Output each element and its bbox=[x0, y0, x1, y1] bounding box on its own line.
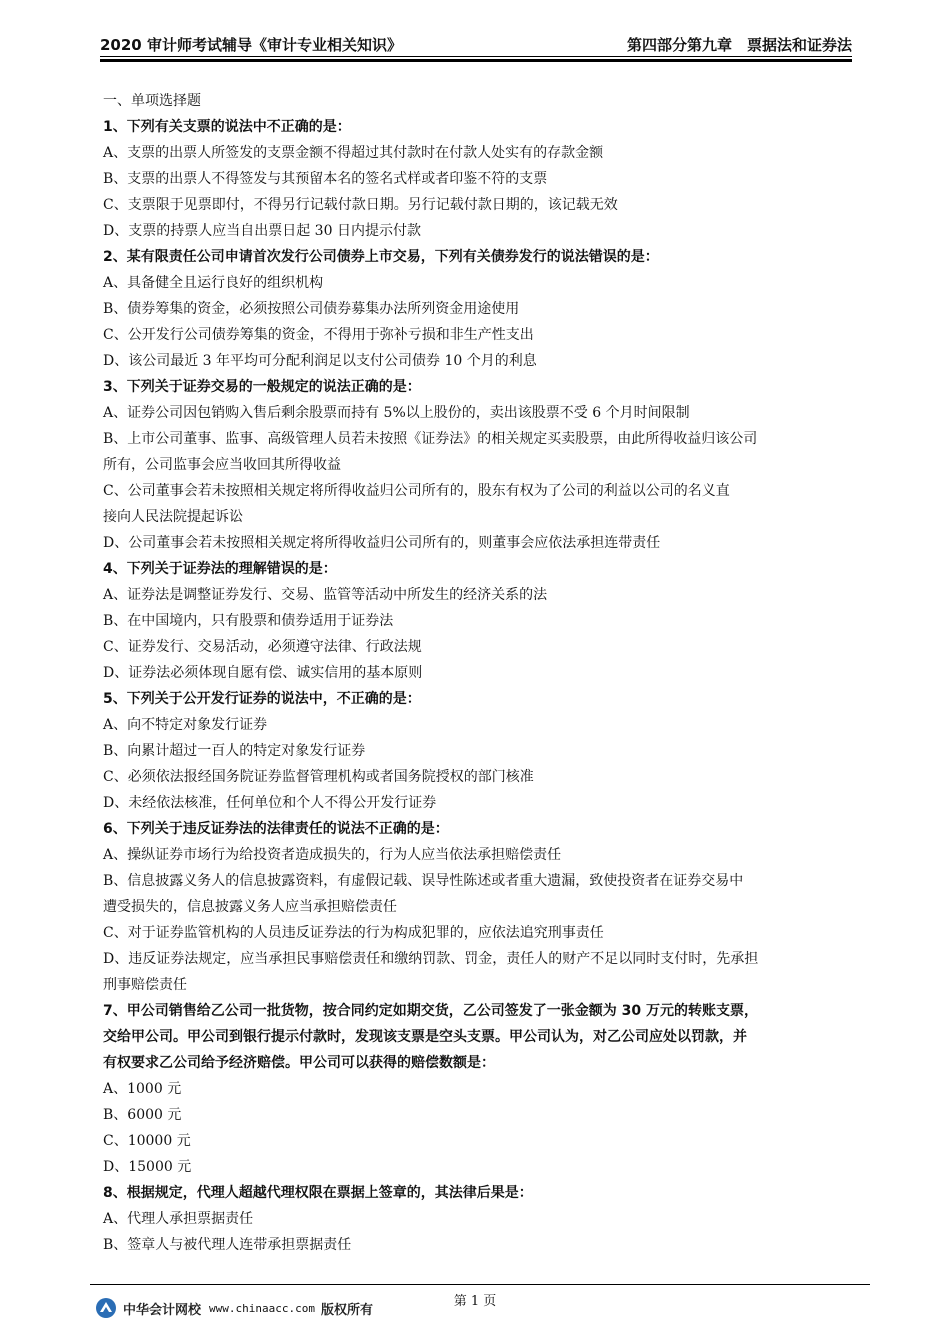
option-line: C、公司董事会若未按照相关规定将所得收益归公司所有的，股东有权为了公司的利益以公司的名义直 bbox=[103, 483, 730, 499]
option-line: A、具备健全且运行良好的组织机构 bbox=[103, 275, 324, 291]
option-line: A、1000 元 bbox=[103, 1081, 182, 1097]
option-line: B、信息披露义务人的信息披露资料，有虚假记载、误导性陈述或者重大遗漏，致使投资者在证券交易中 bbox=[103, 873, 744, 889]
option-line: 所有，公司监事会应当收回其所得收益 bbox=[103, 457, 341, 473]
section-title: 一、单项选择题 bbox=[103, 93, 201, 109]
question-stem-line: 3、下列关于证券交易的一般规定的说法正确的是： bbox=[103, 379, 421, 395]
question-stem-line: 7、甲公司销售给乙公司一批货物，按合同约定如期交货，乙公司签发了一张金额为 30 万元的转账支票， bbox=[103, 1003, 758, 1019]
option-line: 接向人民法院提起诉讼 bbox=[103, 509, 243, 525]
option-line: C、公开发行公司债券筹集的资金，不得用于弥补亏损和非生产性支出 bbox=[103, 327, 534, 343]
option-line: D、支票的持票人应当自出票日起 30 日内提示付款 bbox=[103, 223, 421, 239]
footer-brand-name: 中华会计网校 bbox=[123, 1302, 202, 1318]
question-stem-line: 8、根据规定，代理人超越代理权限在票据上签章的，其法律后果是： bbox=[103, 1185, 533, 1201]
page-header bbox=[100, 30, 852, 57]
question-stem-line: 6、下列关于违反证券法的法律责任的说法不正确的是： bbox=[103, 821, 449, 837]
option-line: B、支票的出票人不得签发与其预留本名的签名式样或者印鉴不符的支票 bbox=[103, 171, 548, 187]
option-line: C、证券发行、交易活动，必须遵守法律、行政法规 bbox=[103, 639, 422, 655]
question-stem-line: 1、下列有关支票的说法中不正确的是： bbox=[103, 119, 351, 135]
option-line: A、操纵证券市场行为给投资者造成损失的，行为人应当依法承担赔偿责任 bbox=[103, 847, 562, 863]
page-number: 第 1 页 bbox=[453, 1294, 497, 1309]
option-line: C、支票限于见票即付，不得另行记载付款日期。另行记载付款日期的，该记载无效 bbox=[103, 197, 618, 213]
option-line: D、违反证券法规定，应当承担民事赔偿责任和缴纳罚款、罚金，责任人的财产不足以同时支付时，先承担 bbox=[103, 951, 759, 967]
option-line: B、向累计超过一百人的特定对象发行证券 bbox=[103, 743, 366, 759]
header-course-title: 2020 审计师考试辅导《审计专业相关知识》 bbox=[100, 36, 402, 54]
header-divider bbox=[100, 59, 852, 62]
question-stem-line: 交给甲公司。甲公司到银行提示付款时，发现该支票是空头支票。甲公司认为，对乙公司应处以罚款，并 bbox=[103, 1029, 747, 1045]
footer-url[interactable]: www.chinaacc.com bbox=[209, 1301, 315, 1315]
option-line: A、证券法是调整证券发行、交易、监管等活动中所发生的经济关系的法 bbox=[103, 587, 548, 603]
question-stem-line: 4、下列关于证券法的理解错误的是： bbox=[103, 561, 337, 577]
option-line: D、证券法必须体现自愿有偿、诚实信用的基本原则 bbox=[103, 665, 423, 681]
footer-rights: 版权所有 bbox=[320, 1302, 373, 1318]
option-line: B、签章人与被代理人连带承担票据责任 bbox=[103, 1237, 352, 1253]
option-line: C、必须依法报经国务院证券监督管理机构或者国务院授权的部门核准 bbox=[103, 769, 534, 785]
option-line: D、15000 元 bbox=[103, 1159, 192, 1175]
option-line: A、代理人承担票据责任 bbox=[103, 1211, 254, 1227]
option-line: A、向不特定对象发行证券 bbox=[103, 717, 268, 733]
option-line: A、证券公司因包销购入售后剩余股票而持有 5%以上股份的，卖出该股票不受 6 个月时间限制 bbox=[103, 405, 690, 421]
option-line: 刑事赔偿责任 bbox=[103, 977, 187, 993]
question-stem-line: 5、下列关于公开发行证券的说法中，不正确的是： bbox=[103, 691, 421, 707]
option-line: B、债券筹集的资金，必须按照公司债券募集办法所列资金用途使用 bbox=[103, 301, 520, 317]
question-stem-line: 有权要求乙公司给予经济赔偿。甲公司可以获得的赔偿数额是： bbox=[103, 1055, 495, 1071]
footer-divider bbox=[90, 1284, 870, 1285]
option-line: D、该公司最近 3 年平均可分配利润足以支付公司债券 10 个月的利息 bbox=[103, 353, 537, 369]
option-line: B、上市公司董事、监事、高级管理人员若未按照《证券法》的相关规定买卖股票，由此所得收益归该公司 bbox=[103, 431, 758, 447]
option-line: B、在中国境内，只有股票和债券适用于证券法 bbox=[103, 613, 394, 629]
option-line: C、对于证券监管机构的人员违反证券法的行为构成犯罪的，应依法追究刑事责任 bbox=[103, 925, 604, 941]
document-body bbox=[103, 88, 851, 1258]
question-list bbox=[103, 114, 851, 1258]
option-line: A、支票的出票人所签发的支票金额不得超过其付款时在付款人处实有的存款金额 bbox=[103, 145, 604, 161]
option-line: B、6000 元 bbox=[103, 1107, 182, 1123]
option-line: 遭受损失的，信息披露义务人应当承担赔偿责任 bbox=[103, 899, 397, 915]
option-line: D、未经依法核准，任何单位和个人不得公开发行证券 bbox=[103, 795, 437, 811]
option-line: D、公司董事会若未按照相关规定将所得收益归公司所有的，则董事会应依法承担连带责任 bbox=[103, 535, 661, 551]
header-chapter-title: 第四部分第九章 票据法和证券法 bbox=[626, 36, 852, 54]
option-line: C、10000 元 bbox=[103, 1133, 191, 1149]
question-stem-line: 2、某有限责任公司申请首次发行公司债券上市交易，下列有关债券发行的说法错误的是： bbox=[103, 249, 659, 265]
